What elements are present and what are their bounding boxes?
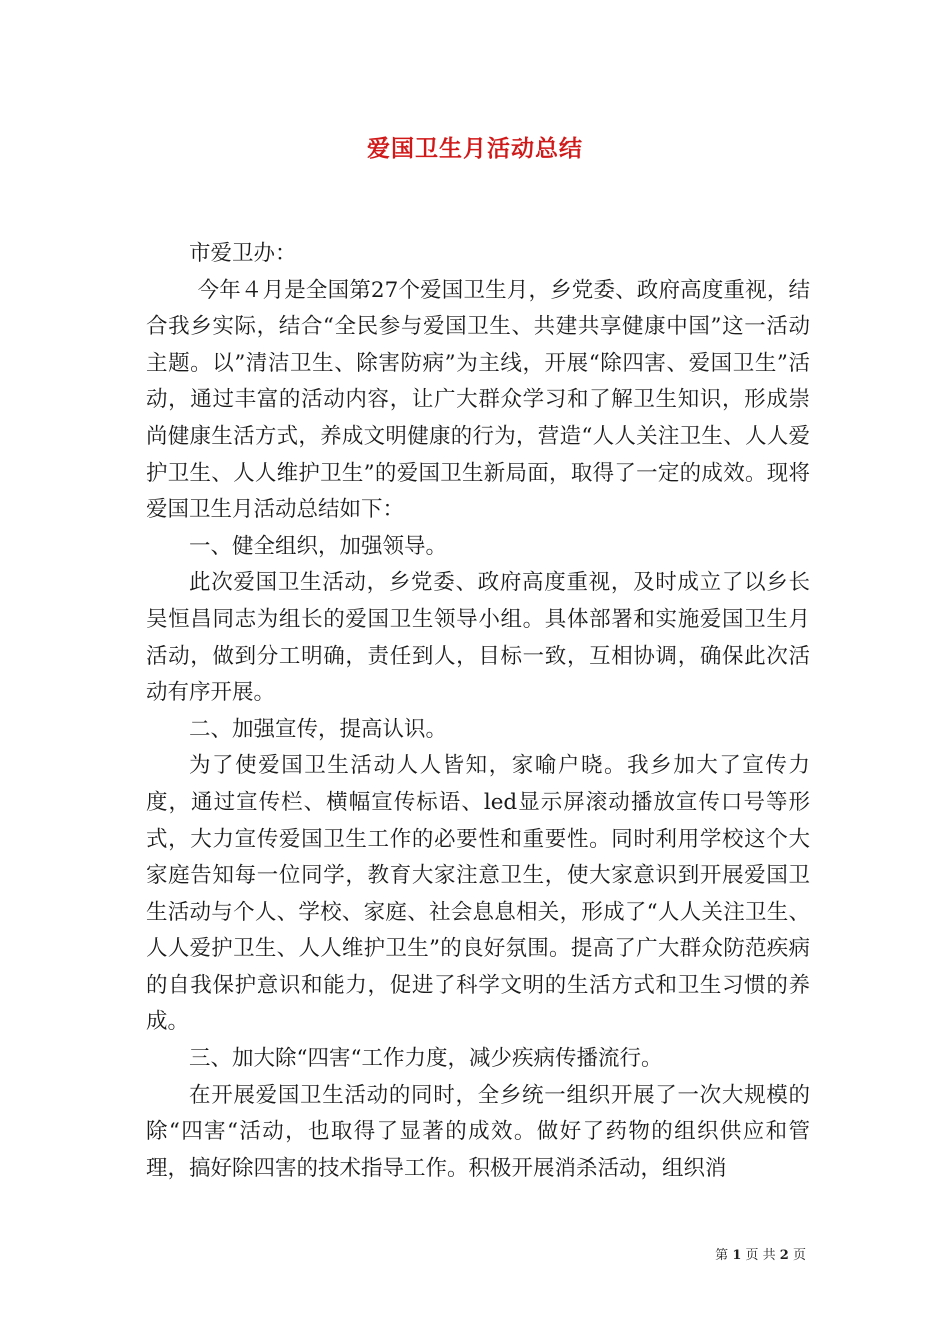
paragraph-intro: 今年４月是全国第27个爱国卫生月，乡党委、政府高度重视，结合我乡实际，结合“全民参与爱国卫生、共建共享健康中国”这一活动主题。以”清洁卫生、除害防病”为主线，开展“除四害、爱国卫生”活动，通过丰富的活动内容，让广大群众学习和了解卫生知识，形成崇尚健康生活方式，养成文明健康的行为，营造“人人关注卫生、人人爱护卫生、人人维护卫生”的爱国卫生新局面，取得了一定的成效。现将爱国卫生月活动总结如下： [146,277,810,523]
paragraph-section-1: 此次爱国卫生活动，乡党委、政府高度重视，及时成立了以乡长吴恒昌同志为组长的爱国卫生领导小组。具体部署和实施爱国卫生月活动，做到分工明确，责任到人，目标一致，互相协调，确保此次活动有序开展。 [146,570,810,706]
footer-prefix: 第 [715,1248,729,1263]
total-page-number: 2 [779,1248,789,1263]
section-heading-1: 一、健全组织，加强领导。 [189,533,448,559]
footer-middle: 页 共 [745,1248,776,1263]
document-title: 爱国卫生月活动总结 [367,135,583,162]
document-body [146,236,810,1187]
footer-suffix: 页 [792,1248,806,1263]
page-footer [640,1244,806,1263]
paragraph-section-2: 为了使爱国卫生活动人人皆知，家喻户晓。我乡加大了宣传力度，通过宣传栏、横幅宣传标语、led显示屏滚动播放宣传口号等形式，大力宣传爱国卫生工作的必要性和重要性。同时利用学校这个大家庭告知每一位同学，教育大家注意卫生，使大家意识到开展爱国卫生活动与个人、学校、家庭、社会息息相关，形成了“人人关注卫生、人人爱护卫生、人人维护卫生”的良好氛围。提高了广大群众防范疾病的自我保护意识和能力，促进了科学文明的生活方式和卫生习惯的养成。 [146,753,810,1035]
section-heading-3: 三、加大除“四害“工作力度，减少疾病传播流行。 [189,1046,663,1072]
section-heading-2: 二、加强宣传，提高认识。 [189,716,448,742]
paragraph-section-3: 在开展爱国卫生活动的同时，全乡统一组织开展了一次大规模的除“四害“活动，也取得了显著的成效。做好了药物的组织供应和管理，搞好除四害的技术指导工作。积极开展消杀活动，组织消 [146,1082,810,1181]
current-page-number: 1 [732,1248,742,1263]
salutation: 市爱卫办： [189,241,297,266]
